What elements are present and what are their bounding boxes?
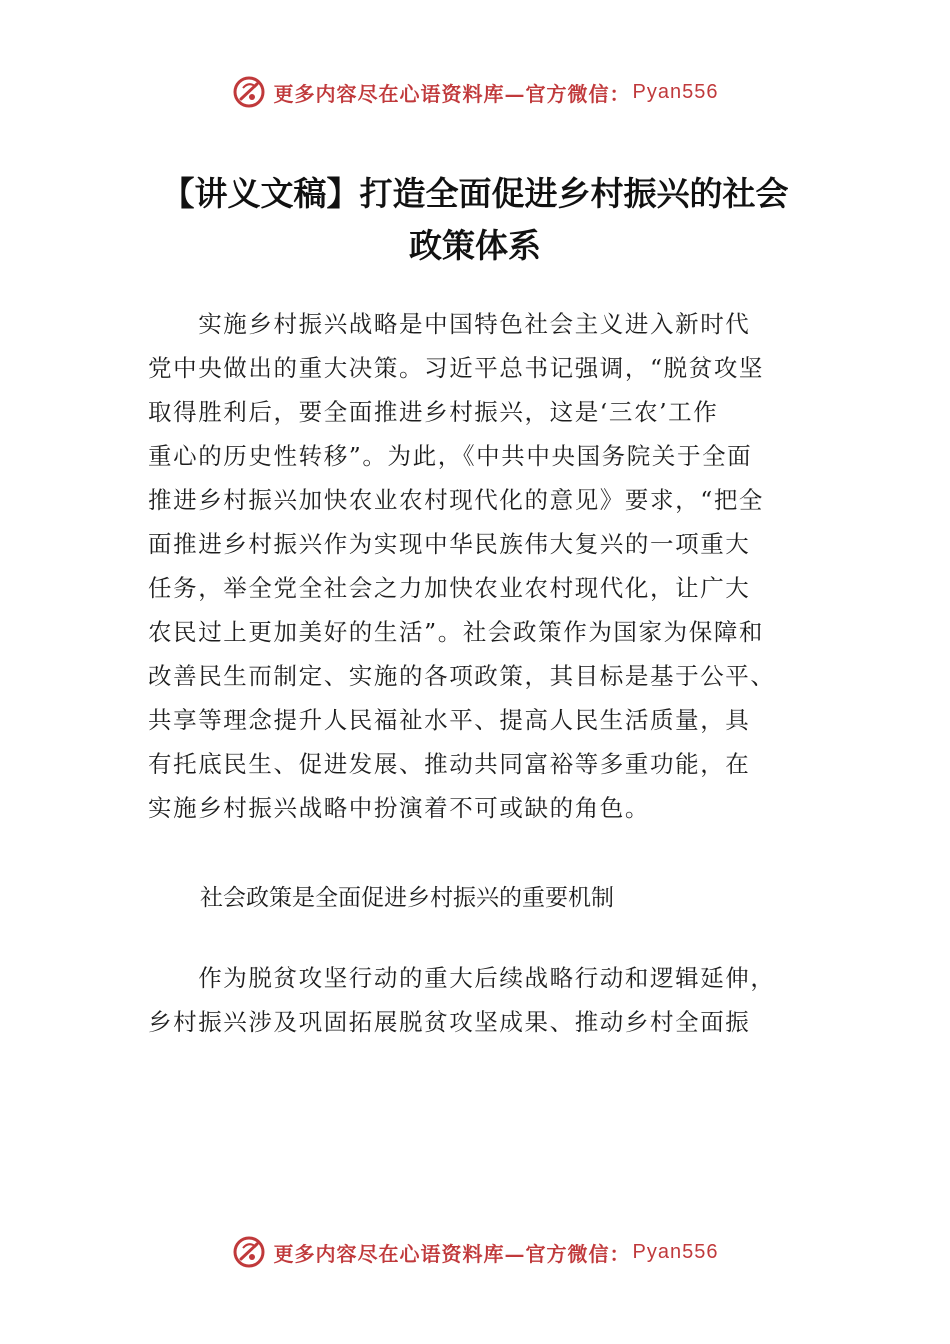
text-line: 取得胜利后，要全面推进乡村振兴，这是‘三农’工作 <box>148 398 719 426</box>
text-line: 面推进乡村振兴作为实现中华民族伟大复兴的一项重大 <box>148 530 751 558</box>
text-line: 作为脱贫攻坚行动的重大后续战略行动和逻辑延伸， <box>148 964 776 992</box>
text-line: 重心的历史性转移”。为此，《中共中央国务院关于全面 <box>148 442 753 470</box>
text-line: 党中央做出的重大决策。习近平总书记强调，“脱贫攻坚 <box>148 354 765 382</box>
text-line: 农民过上更加美好的生活”。社会政策作为国家为保障和 <box>148 618 765 646</box>
text-line: 共享等理念提升人民福祉水平、提高人民生活质量，具 <box>148 706 751 734</box>
title-line-1: 【讲义文稿】打造全面促进乡村振兴的社会 <box>161 174 789 213</box>
paragraph-1 <box>148 302 808 830</box>
watermark-wechat-id: Pyan556 <box>632 1240 719 1263</box>
paragraph-2 <box>148 956 808 1044</box>
title-line-2: 政策体系 <box>409 226 541 265</box>
watermark-text: 更多内容尽在心语资料库—官方微信： <box>273 1241 631 1266</box>
text-line: 实施乡村振兴战略是中国特色社会主义进入新时代 <box>148 310 751 338</box>
logo-icon <box>232 75 266 109</box>
text-line: 改善民生而制定、实施的各项政策，其目标是基于公平、 <box>148 662 776 690</box>
watermark-footer <box>0 1232 950 1272</box>
watermark-header <box>0 72 950 112</box>
section-heading: 社会政策是全面促进乡村振兴的重要机制 <box>200 885 614 911</box>
watermark-wechat-id: Pyan556 <box>632 80 719 103</box>
text-line: 实施乡村振兴战略中扮演着不可或缺的角色。 <box>148 794 650 822</box>
text-line: 乡村振兴涉及巩固拓展脱贫攻坚成果、推动乡村全面振 <box>148 1008 751 1036</box>
text-line: 任务，举全党全社会之力加快农业农村现代化，让广大 <box>148 574 751 602</box>
watermark-text: 更多内容尽在心语资料库—官方微信： <box>273 81 631 106</box>
logo-icon <box>232 1235 266 1269</box>
document-title <box>100 168 850 272</box>
text-line: 推进乡村振兴加快农业农村现代化的意见》要求，“把全 <box>148 486 765 514</box>
text-line: 有托底民生、促进发展、推动共同富裕等多重功能，在 <box>148 750 751 778</box>
